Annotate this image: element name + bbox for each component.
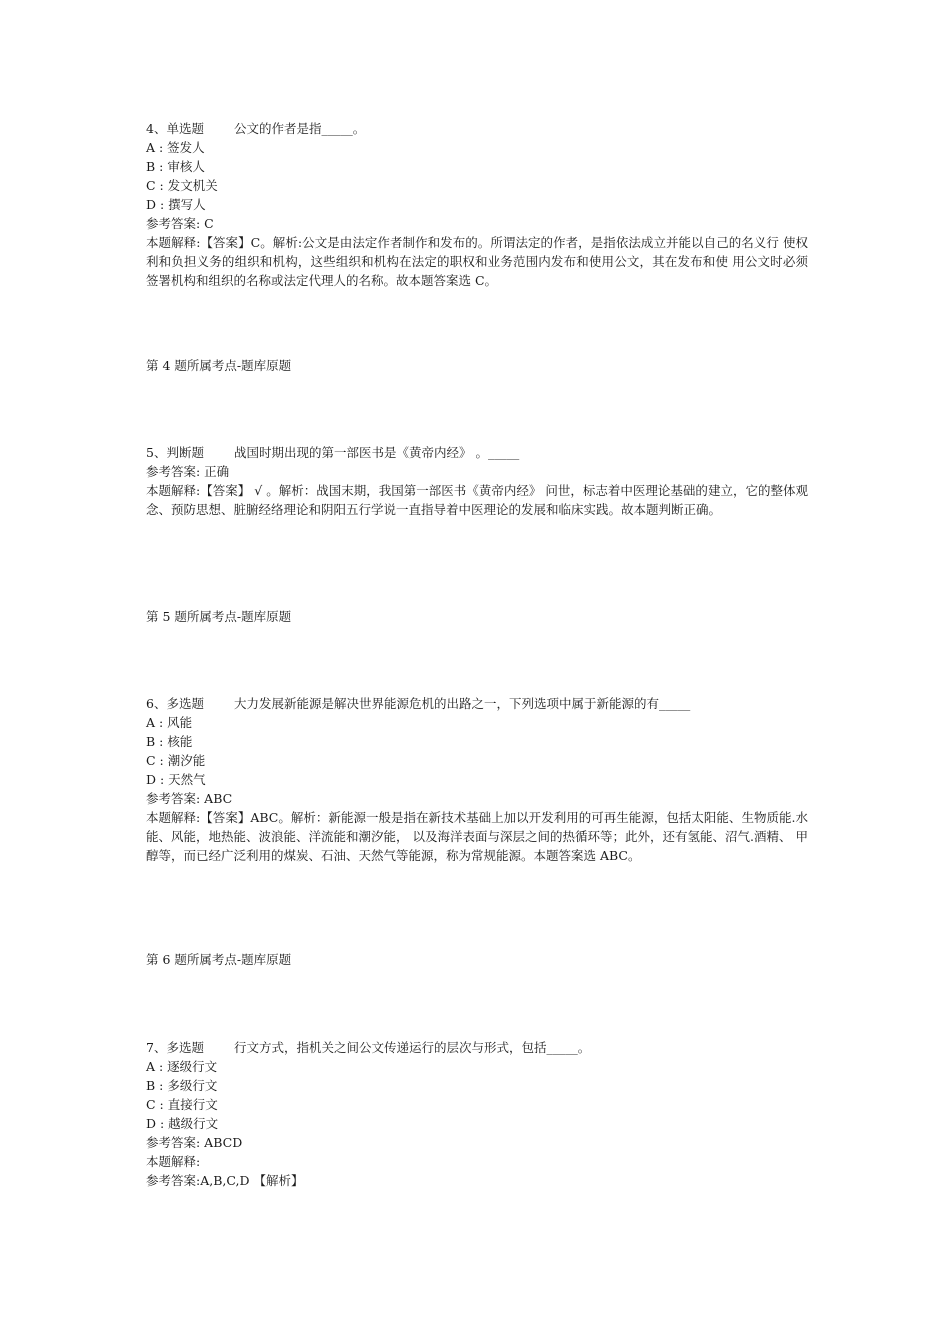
option-c: C : 直接行文 [146,1097,218,1112]
question-number: 5、 [146,445,167,460]
question-header [146,694,808,713]
option-b: B : 多级行文 [146,1078,218,1093]
question-7 [146,1038,808,1190]
question-6-footer: 第 6 题所属考点-题库原题 [146,952,292,967]
option-a: A : 逐级行文 [146,1059,218,1074]
option-d: D : 越级行文 [146,1116,219,1131]
option-a: A : 签发人 [146,140,205,155]
question-6 [146,694,808,865]
explanation: 本题解释: [146,1154,201,1169]
question-header [146,119,808,138]
question-number: 7、 [146,1040,167,1055]
explanation: 本题解释:【答案】 √ 。解析：战国末期，我国第一部医书《黄帝内经》 问世，标志着中医理论基础的建立，它的整体观念、预防思想、脏腑经络理论和阴阳五行学说一直指导着中医理论的发展和临床实践。故本题判断正确。 [146,483,808,517]
option-b: B : 核能 [146,734,193,749]
question-4 [146,119,808,290]
reference-answer: 参考答案: ABC [146,791,233,806]
explanation: 本题解释:【答案】ABC。解析：新能源一般是指在新技术基础上加以开发利用的可再生能源，包括太阳能、生物质能.水能、风能，地热能、波浪能、洋流能和潮汐能， 以及海洋表面与深层之间的热循环等；此外，还有氢能、沼气.酒精、 甲醇等，而已经广泛利用的煤炭、石油、天然气等能源，称为常规能源。本题答案选 ABC。 [146,810,808,863]
question-type: 判断题 [166,445,204,460]
question-stem: 大力发展新能源是解决世界能源危机的出路之一，下列选项中属于新能源的有_____ [233,696,691,711]
question-stem: 公文的作者是指_____。 [233,121,366,136]
question-5 [146,443,808,519]
question-type: 单选题 [166,121,204,136]
reference-answer: 参考答案: C [146,216,214,231]
question-5-footer: 第 5 题所属考点-题库原题 [146,609,292,624]
question-stem: 行文方式，指机关之间公文传递运行的层次与形式，包括_____。 [233,1040,591,1055]
option-d: D : 撰写人 [146,197,206,212]
question-stem: 战国时期出现的第一部医书是《黄帝内经》 。_____ [233,445,520,460]
option-b: B : 审核人 [146,159,205,174]
question-number: 6、 [146,696,167,711]
question-type: 多选题 [166,696,204,711]
question-type: 多选题 [166,1040,204,1055]
option-a: A : 风能 [146,715,193,730]
reference-answer: 参考答案: 正确 [146,464,230,479]
option-c: C : 发文机关 [146,178,218,193]
question-number: 4、 [146,121,167,136]
question-header [146,1038,808,1057]
option-d: D : 天然气 [146,772,206,787]
question-4-footer: 第 4 题所属考点-题库原题 [146,358,292,373]
question-header [146,443,808,462]
explanation: 本题解释:【答案】C。解析:公文是由法定作者制作和发布的。所谓法定的作者，是指依法成立并能以自己的名义行 使权利和负担义务的组织和机构，这些组织和机构在法定的职权和业务范围内发布和使用公文，其在发布和使 用公文时必须签署机构和组织的名称或法定代理人的名称。故本题答案选 C。 [146,235,808,288]
reference-answer: 参考答案: ABCD [146,1135,243,1150]
reference-answer-extra: 参考答案:A,B,C,D 【解析】 [146,1173,304,1188]
option-c: C : 潮汐能 [146,753,206,768]
